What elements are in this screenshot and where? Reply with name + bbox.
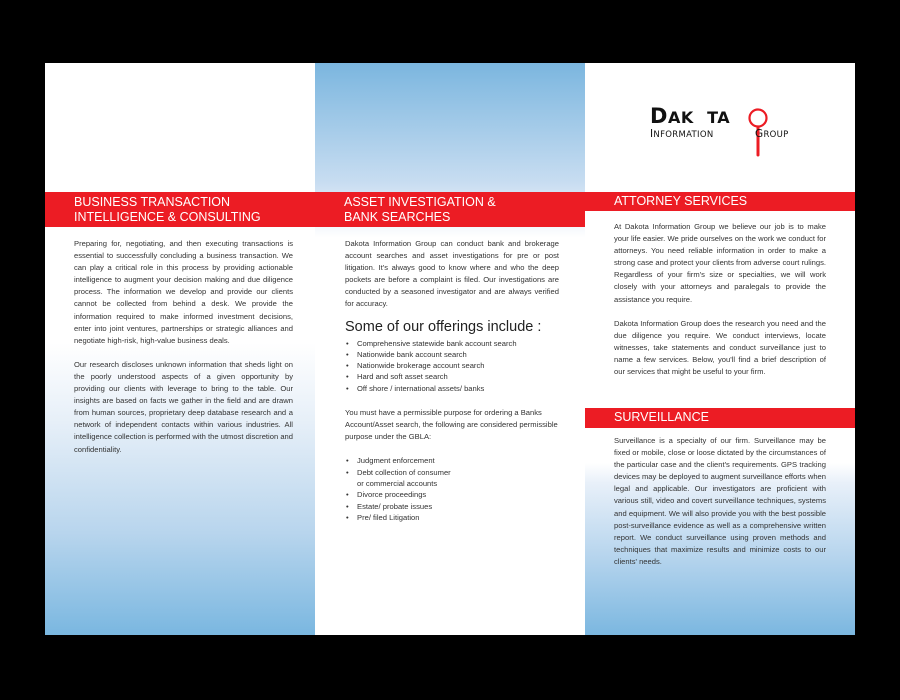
section-heading-asset-investigation — [315, 192, 585, 227]
list-item: • Divorce proceedings — [345, 489, 559, 500]
logo-tag-letter: G — [755, 128, 764, 140]
panel-business-transaction — [45, 63, 315, 635]
list-item: • Judgment enforcement — [345, 455, 559, 466]
list-item: • Nationwide bank account search — [345, 349, 559, 360]
logo-letter: D — [650, 104, 668, 128]
purposes-list — [345, 455, 559, 523]
panel-attorney-services — [585, 63, 855, 635]
list-item: • Pre/ filed Litigation — [345, 512, 559, 523]
list-item: • Comprehensive statewide bank account search — [345, 338, 559, 349]
section-heading-business-transaction — [45, 192, 315, 227]
logo-letters: AK — [667, 108, 693, 127]
paragraph: Dakota Information Group does the research you need and the due diligence you require. We conduct interviews, locate witnesses, take statements and conduct surveillance just to name a few services. Below, you'll find a brief description of our services that might be useful to your firm. — [614, 318, 826, 377]
logo-tag-text: NFORMATION — [653, 130, 714, 140]
heading-line: BANK SEARCHES — [344, 210, 451, 224]
intro-paragraph: Dakota Information Group can conduct bank and brokerage account searches and asset investigations for pre or post litigation. It's always good to know where and who the deep pockets are before a complaint is filed. Our investigations are conducted by a seasoned investigator and are always verified for accuracy. — [345, 239, 559, 309]
logo-tagline-group — [755, 129, 789, 140]
purpose-paragraph: You must have a permissible purpose for ordering a Banks Account/Asset search, the following are considered permissible purpose under the GBLA: — [345, 408, 558, 442]
attorney-services-body — [614, 221, 826, 390]
heading-line: INTELLIGENCE & CONSULTING — [74, 210, 261, 224]
offerings-title: Some of our offerings include : — [345, 318, 542, 335]
paragraph: At Dakota Information Group we believe our job is to make your life easier. We pride ourselves on the work we conduct for attorneys. You need reliable information in order to make a strong case and protect your clients from adverse court rulings. Regardless of your firm's size or specialties, we will work closely with your attorneys and paralegals to provide the assistance you require. — [614, 222, 826, 304]
heading-text: SURVEILLANCE — [614, 410, 709, 424]
list-item: • Estate/ probate issues — [345, 501, 559, 512]
list-item: • Hard and soft asset search — [345, 371, 559, 382]
heading-line: ASSET INVESTIGATION & — [344, 195, 496, 209]
paragraph: Surveillance is a specialty of our firm. Surveillance may be fixed or mobile, close or loose dictated by the circumstances of the particular case and the client's requirements. GPS tracking devices may be deployed to augment surveillance efforts when legal and applicable. Our investigators are proficient with various still, video and covert surveillance techniques, systems and equipment. We will also provide you with the best possible post-surveillance evidence as well as a comprehensive written report. We conduct surveillance using proven methods and techniques that maximize results and minimize costs to our clients' needs. — [614, 436, 826, 566]
section-heading-surveillance — [585, 408, 855, 428]
paragraph: Preparing for, negotiating, and then executing transactions is essential to successfully concluding a business transaction. We can play a critical role in this process by providing actionable intelligence to augment your decision making and due diligence process. The information we develop and provide our clients cannot be collected from behind a desk. We provide the information required to make informed investment decisions, enter into joint ventures, partnerships or strategic alliances and negotiate high-risk, high-value business deals. — [74, 239, 293, 345]
logo-wordmark — [650, 105, 730, 129]
panel-asset-investigation — [315, 63, 585, 635]
logo-tag-text: ROUP — [763, 130, 789, 140]
logo-letter-o — [693, 108, 707, 127]
list-item: • Off shore / international assets/ banks — [345, 383, 559, 394]
logo-tag-letter: I — [650, 128, 654, 140]
offerings-list — [345, 338, 559, 394]
list-item: • Nationwide brokerage account search — [345, 360, 559, 371]
paragraph: Our research discloses unknown information that sheds light on the poorly understood aspects of a given opportunity by providing our clients with leverage to bring to the table. Our insights are based on facts we gather in the field and are drawn from human sources, proprietary deep database research and a network of independent contacts within various industries. All intelligence collection is performed with the utmost discretion and confidentiality. — [74, 359, 293, 454]
dakota-logo — [650, 105, 800, 163]
logo-tagline-information — [650, 129, 714, 140]
heading-line: BUSINESS TRANSACTION — [74, 195, 231, 209]
business-transaction-body — [74, 238, 293, 468]
heading-text: ATTORNEY SERVICES — [614, 194, 748, 208]
asset-investigation-body — [345, 238, 559, 523]
list-item: • Debt collection of consumer or commercial accounts — [345, 467, 457, 490]
logo-letters: TA — [707, 108, 731, 127]
section-heading-attorney-services — [585, 192, 855, 211]
surveillance-body — [614, 435, 826, 580]
